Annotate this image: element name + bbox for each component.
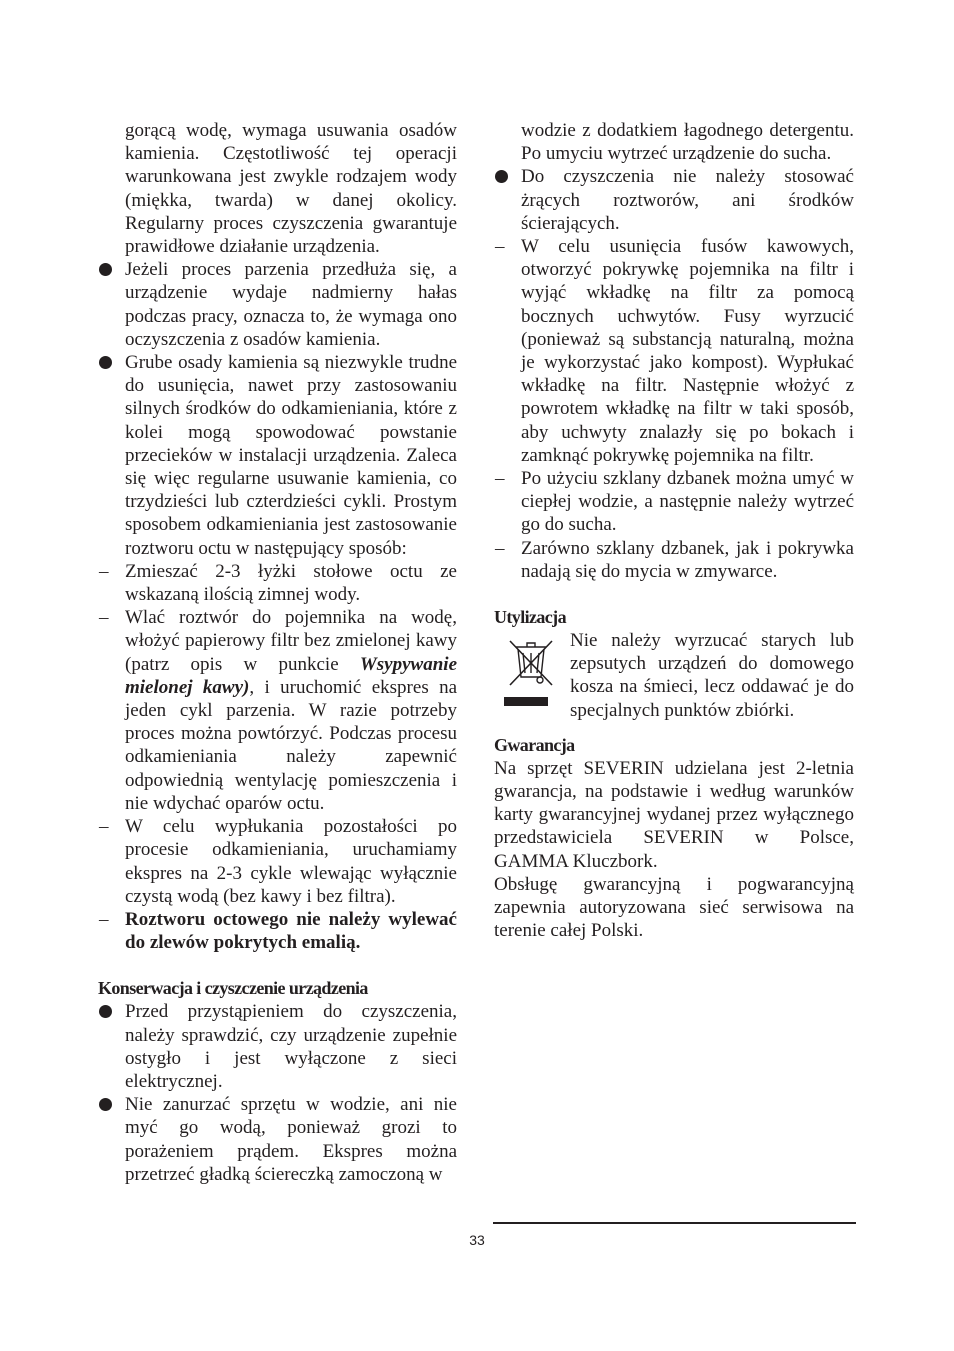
- list-item: [98, 1093, 457, 1186]
- list-item-text: W celu usunięcia fusów kawowych, otworzyć pokrywkę pojemnika na filtr i wyjąć wkładkę na filtr za pomocą bocznych uchwytów. Fusy wyrzucić (ponieważ są substancją naturalną, można je wykorzystać jako kompost). Wypłukać wkładkę na filtr. Następnie włożyć z powrotem wkładkę na filtr w taki sposób, aby uchwyty znalazły się po bokach i zamknąć pokrywkę pojemnika na filtr.: [521, 236, 854, 466]
- list-item: [98, 815, 457, 908]
- section-reference: Wsypywanie mielonej kawy): [125, 653, 457, 698]
- bullet-icon: [98, 1000, 125, 1018]
- disposal-block: [494, 629, 854, 722]
- list-item-text: Przed przystąpieniem do czyszczenia, należy sprawdzić, czy urządzenie zupełnie ostygło i jest wyłączone z sieci elektrycznej.: [125, 1001, 457, 1092]
- bullet-icon: [98, 351, 125, 369]
- list-item-text: Zarówno szklany dzbanek, jak i pokrywka nadają się do mycia w zmywarce.: [521, 537, 854, 582]
- dash-icon: –: [99, 560, 109, 582]
- dash-icon: –: [99, 607, 109, 629]
- continuation-paragraph: wodzie z dodatkiem łagodnego detergentu. Po umyciu wytrzeć urządzenie do sucha.: [521, 120, 854, 165]
- list-item: [98, 1000, 457, 1093]
- list-item: [494, 165, 854, 235]
- left-column: [98, 119, 457, 1186]
- bullet-icon: [98, 1093, 125, 1111]
- warranty-paragraph: Obsługę gwarancyjną i pogwarancyjną zapewnia autoryzowana sieć serwisowa na terenie całej Polski.: [494, 873, 854, 942]
- list-item: [98, 258, 457, 351]
- disposal-text: Nie należy wyrzucać starych lub zepsutych urządzeń do domowego kosza na śmieci, lecz oddawać je do specjalnych punktów zbiórki.: [570, 630, 854, 721]
- list-item: [98, 351, 457, 560]
- section-heading-care: Konserwacja i czyszczenie urządzenia: [98, 978, 368, 999]
- section-heading-warranty: Gwarancja: [494, 734, 575, 755]
- dash-icon: –: [495, 468, 505, 490]
- dash-icon: –: [99, 816, 109, 838]
- list-item-text: Po użyciu szklany dzbanek można umyć w ciepłej wodzie, a następnie należy wytrzeć go do sucha.: [521, 468, 854, 536]
- list-item-text: Zmieszać 2-3 łyżki stołowe octu ze wskazaną ilością zimnej wody.: [125, 560, 457, 606]
- list-item-text: [125, 607, 457, 814]
- list-item: [494, 235, 854, 467]
- dash-icon: –: [495, 537, 505, 559]
- list-item-text: Grube osady kamienia są niezwykle trudne do usunięcia, nawet przy zastosowaniu silnych środków do odkamieniania, które z kolei mogą spowodować powstanie przecieków w instalacji urządzenia. Zaleca się więc regularne usuwanie kamienia, co trzydzieści lub czterdzieści cykli. Prostym sposobem odkamieniania jest zastosowanie roztworu octu w następujący sposób:: [125, 352, 457, 559]
- list-item: [494, 537, 854, 583]
- page-number: 33: [469, 1232, 485, 1248]
- list-item: [98, 560, 457, 606]
- right-column: [494, 119, 854, 943]
- dash-icon: –: [99, 908, 109, 930]
- list-item: [98, 908, 457, 954]
- list-item: [494, 467, 854, 537]
- list-item-text: Do czyszczenia nie należy stosować żrących roztworów, ani środków ścierających.: [521, 166, 854, 234]
- list-item-text: W celu wypłukania pozostałości po procesie odkamieniania, uruchamiamy ekspres na 2-3 cykle wlewając wyłącznie czystą wodą (bez kawy i bez filtra).: [125, 816, 457, 907]
- bullet-icon: [494, 165, 521, 183]
- section-heading-disposal: Utylizacja: [494, 607, 566, 628]
- list-item-text: Nie zanurzać sprzętu w wodzie, ani nie myć go wodą, ponieważ grozi to porażeniem prądem. Ekspres można przetrzeć gładką ściereczką zamoczoną w: [125, 1094, 457, 1185]
- list-item-text: Jeżeli proces parzenia przedłuża się, a urządzenie wydaje nadmierny hałas podczas pracy, oznacza to, że wymaga ono oczyszczenia z osadów kamienia.: [125, 259, 457, 350]
- bullet-icon: [98, 258, 125, 276]
- warning-text: Roztworu octowego nie należy wylewać do zlewów pokrytych emalią.: [125, 908, 457, 954]
- list-item-text-part: Wlać roztwór do pojemnika na wodę, włożyć papierowy filtr bez zmielonej kawy (patrz opis w punkcie: [125, 607, 457, 675]
- intro-paragraph: gorącą wodę, wymaga usuwania osadów kamienia. Częstotliwość tej operacji warunkowana jest zwykle rodzajem wody (miękka, twarda) w danej okolicy. Regularny proces czyszczenia gwarantuje prawidłowe działanie urządzenia.: [125, 120, 457, 258]
- crossed-out-wheeled-bin-icon: [494, 629, 570, 721]
- footer-divider: [493, 1222, 856, 1224]
- list-item: [98, 606, 457, 815]
- warranty-paragraph: Na sprzęt SEVERIN udzielana jest 2-letnia gwarancja, na podstawie i według warunków karty gwarancyjnej wydanej przez wyłącznego przedstawiciela SEVERIN w Polsce, GAMMA Kluczbork.: [494, 757, 854, 872]
- dash-icon: –: [495, 236, 505, 258]
- list-item-text-part: , i uruchomić ekspres na jeden cykl parzenia. W razie potrzeby proces można powtórzyć. Podczas procesu odkamieniania należy zapewnić odpowiednią wentylację pomieszczenia i nie wdychać oparów octu.: [125, 676, 458, 814]
